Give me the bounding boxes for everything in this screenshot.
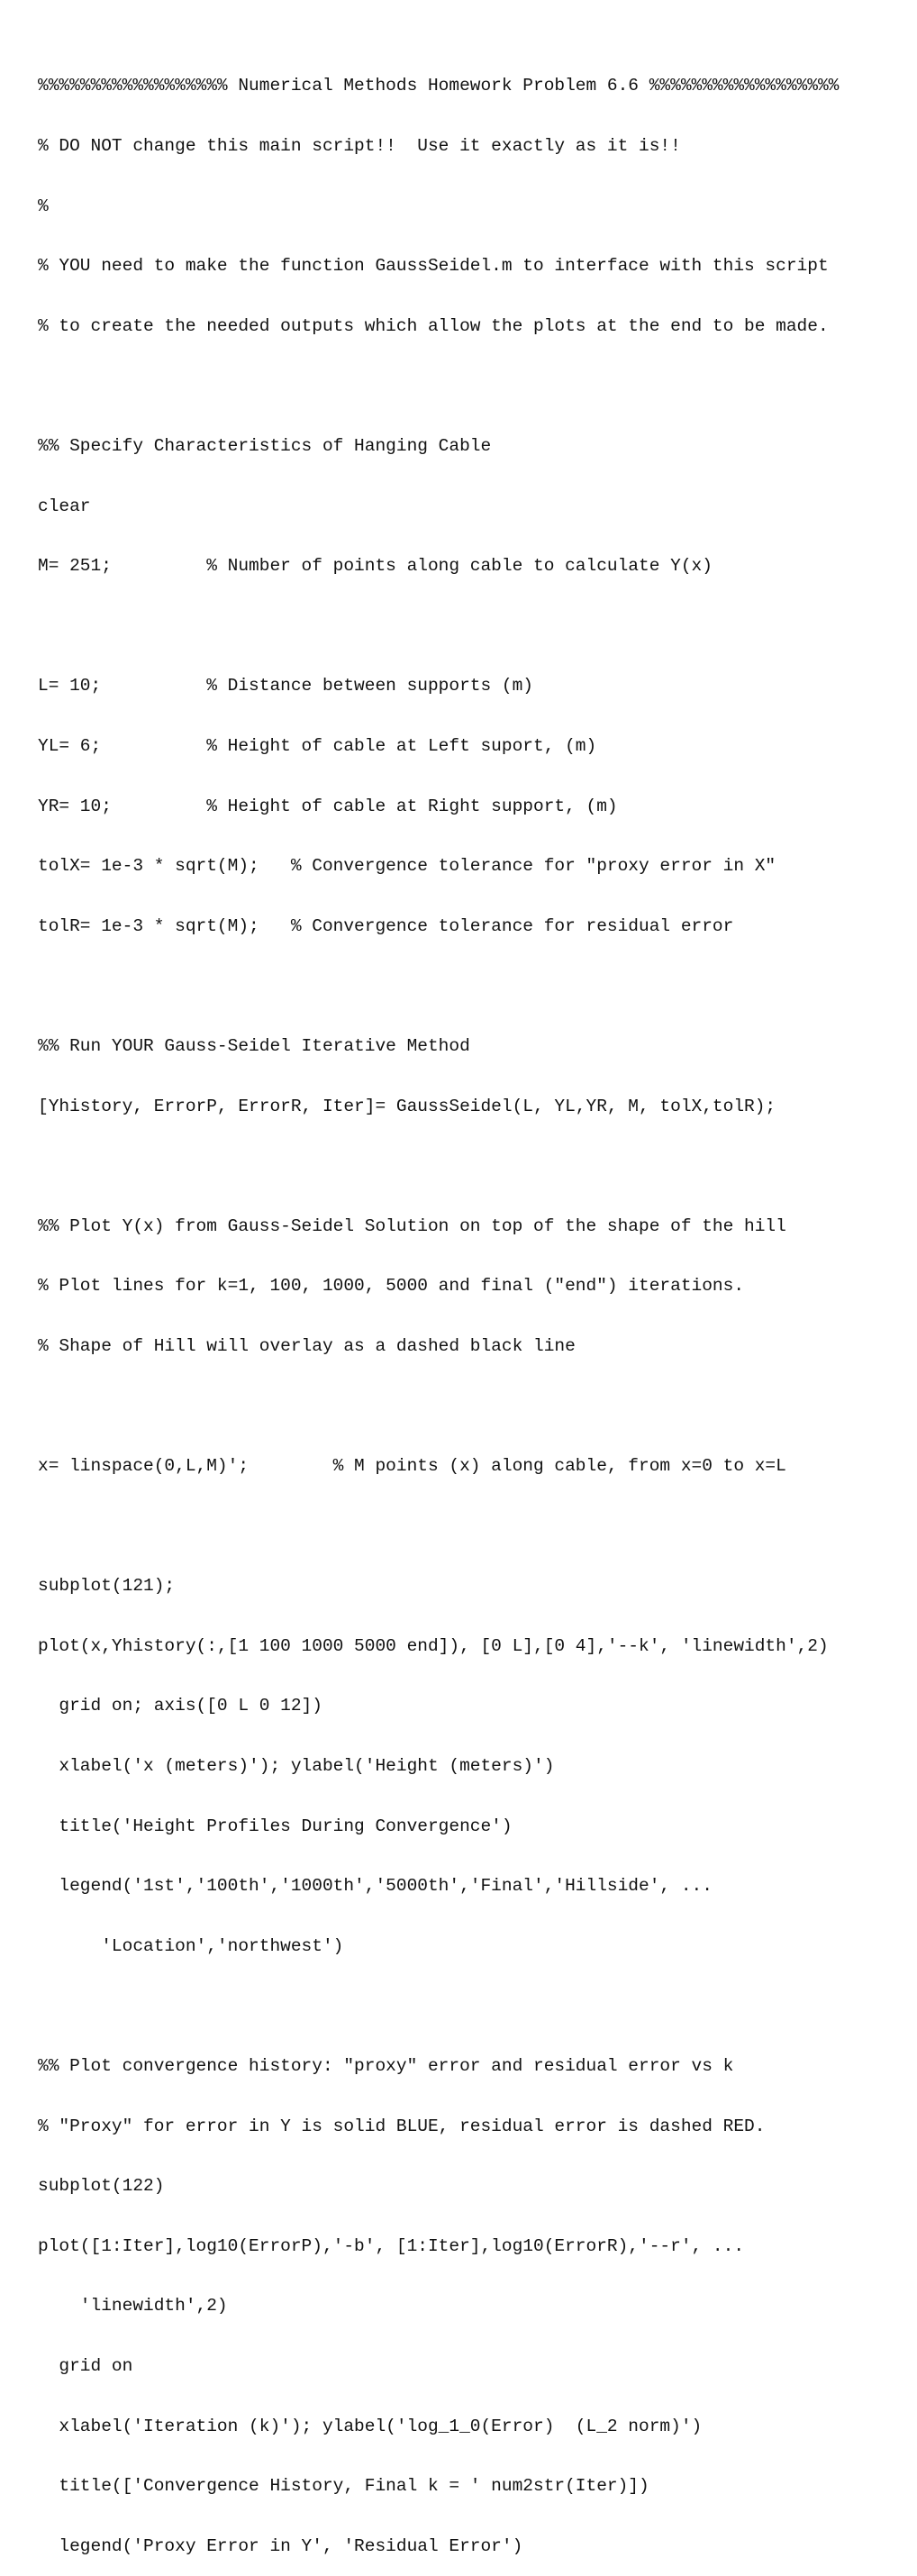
code-line-comment: % Plot lines for k=1, 100, 1000, 5000 and final ("end") iterations.: [38, 1276, 745, 1297]
code-line-statement: subplot(121);: [38, 1576, 176, 1597]
code-line-statement: M= 251; % Number of points along cable to calculate Y(x): [38, 556, 713, 577]
code-line-section-header: %% Plot convergence history: "proxy" error and residual error vs k: [38, 2056, 734, 2076]
code-line-statement: clear: [38, 496, 91, 516]
code-line-statement: title('Height Profiles During Convergence'): [38, 1816, 513, 1836]
code-line-comment: % DO NOT change this main script!! Use it exactly as it is!!: [38, 136, 681, 156]
code-line-comment: % Shape of Hill will overlay as a dashed black line: [38, 1335, 576, 1356]
code-line-statement: grid on: [38, 2355, 133, 2376]
code-line-blank: [38, 616, 839, 636]
code-line-header-banner: %%%%%%%%%%%%%%%%%% Numerical Methods Homework Problem 6.6 %%%%%%%%%%%%%%%%%%: [38, 76, 840, 96]
code-line-statement: 'Location','northwest'): [38, 1935, 344, 1956]
code-line-statement: xlabel('x (meters)'); ylabel('Height (meters)'): [38, 1756, 555, 1777]
code-line-statement: subplot(122): [38, 2176, 165, 2197]
matlab-script-listing: [38, 36, 839, 2576]
code-line-blank: [38, 376, 839, 396]
code-line-section-header: %% Specify Characteristics of Hanging Cable: [38, 435, 492, 456]
code-line-statement: legend('1st','100th','1000th','5000th','Final','Hillside', ...: [38, 1876, 713, 1897]
code-line-statement: tolX= 1e-3 * sqrt(M); % Convergence tolerance for "proxy error in X": [38, 856, 776, 877]
code-line-statement: title(['Convergence History, Final k = ' num2str(Iter)]): [38, 2476, 649, 2497]
code-line-blank: [38, 1396, 839, 1415]
code-line-statement: xlabel('Iteration (k)'); ylabel('log_1_0(Error) (L_2 norm)'): [38, 2416, 703, 2436]
code-line-blank: [38, 1996, 839, 2016]
code-line-blank: [38, 976, 839, 996]
code-line-comment: % YOU need to make the function GaussSeidel.m to interface with this script: [38, 256, 829, 277]
code-line-statement: plot(x,Yhistory(:,[1 100 1000 5000 end]), [0 L],[0 4],'--k', 'linewidth',2): [38, 1635, 829, 1656]
code-line-statement: tolR= 1e-3 * sqrt(M); % Convergence tolerance for residual error: [38, 915, 734, 936]
code-line-statement: YR= 10; % Height of cable at Right support, (m): [38, 796, 618, 816]
code-line-section-header: %% Run YOUR Gauss-Seidel Iterative Method: [38, 1035, 470, 1056]
code-line-statement: x= linspace(0,L,M)'; % M points (x) along cable, from x=0 to x=L: [38, 1456, 786, 1477]
code-line-statement: legend('Proxy Error in Y', 'Residual Error'): [38, 2535, 523, 2556]
code-line-comment: % "Proxy" for error in Y is solid BLUE, residual error is dashed RED.: [38, 2116, 766, 2136]
code-line-section-header: %% Plot Y(x) from Gauss-Seidel Solution on top of the shape of the hill: [38, 1215, 786, 1236]
code-line-statement: [Yhistory, ErrorP, ErrorR, Iter]= GaussSeidel(L, YL,YR, M, tolX,tolR);: [38, 1096, 776, 1116]
code-line-comment: % to create the needed outputs which allow the plots at the end to be made.: [38, 315, 829, 336]
code-line-statement: grid on; axis([0 L 0 12]): [38, 1696, 322, 1716]
code-line-statement: plot([1:Iter],log10(ErrorP),'-b', [1:Iter],log10(ErrorR),'--r', ...: [38, 2235, 745, 2256]
code-line-statement: 'linewidth',2): [38, 2296, 228, 2317]
code-line-comment: %: [38, 196, 49, 216]
code-line-statement: YL= 6; % Height of cable at Left suport, (m): [38, 735, 597, 756]
code-line-blank: [38, 1516, 839, 1536]
code-line-blank: [38, 1156, 839, 1176]
code-line-statement: L= 10; % Distance between supports (m): [38, 676, 533, 696]
